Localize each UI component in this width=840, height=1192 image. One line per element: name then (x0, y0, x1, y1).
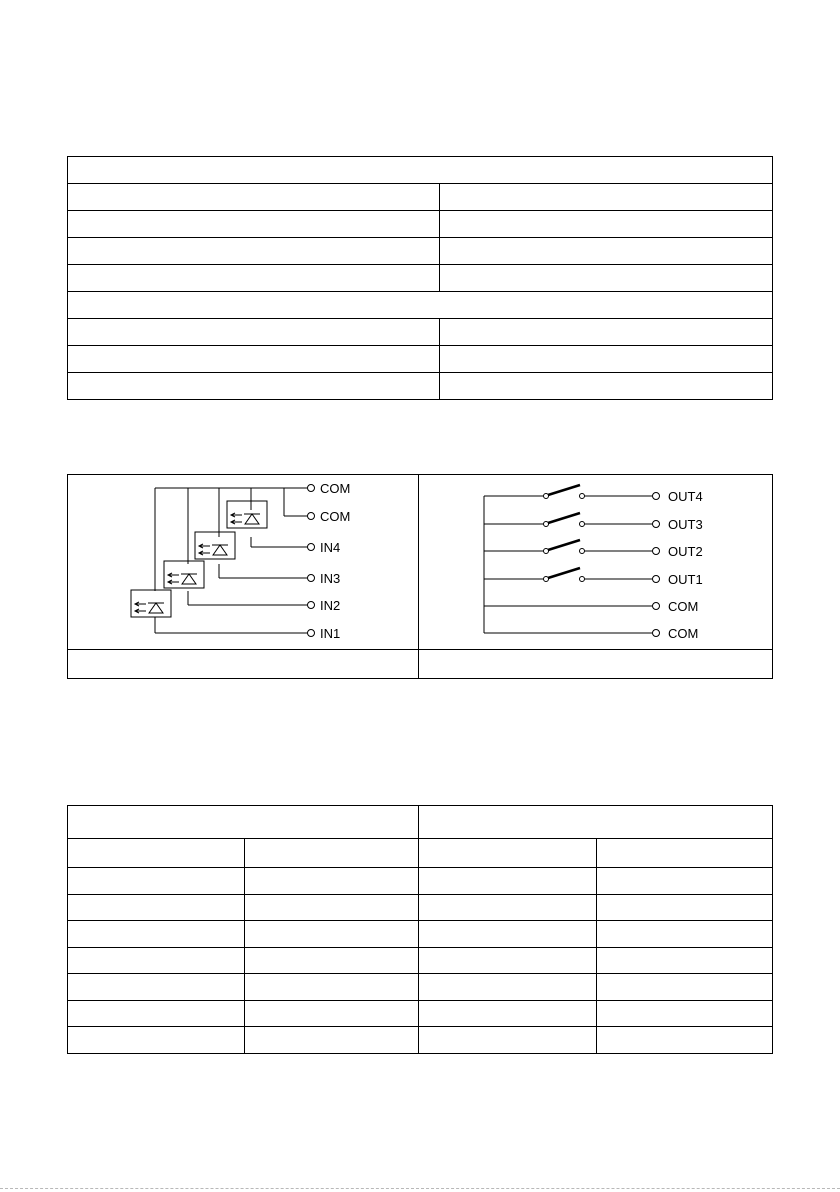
specification-table (67, 156, 773, 400)
terminal-label: IN3 (320, 571, 341, 586)
table-row (68, 346, 773, 373)
section-header-cell (68, 157, 773, 184)
table-row (68, 373, 773, 400)
table-row (68, 974, 773, 1001)
optocoupler-icon (195, 532, 235, 559)
relay-switch-icon (548, 513, 580, 523)
output-caption-cell (419, 650, 773, 679)
table-row (68, 265, 773, 292)
section-header-cell (68, 292, 773, 319)
table-row (68, 157, 773, 184)
table-row (68, 238, 773, 265)
output-circuit-diagram (419, 475, 773, 649)
table-row (68, 184, 773, 211)
table-row (68, 839, 773, 868)
table-row (68, 292, 773, 319)
table-row (68, 921, 773, 948)
table-row (68, 650, 773, 679)
terminal-label: COM (668, 626, 699, 641)
table-row (68, 806, 773, 839)
wiring-diagram-table (67, 474, 773, 679)
optocoupler-icon (131, 590, 171, 617)
relay-switch-icon (548, 540, 580, 550)
output-diagram-cell (419, 475, 773, 650)
input-diagram-cell (68, 475, 419, 650)
relay-switch-icon (548, 568, 580, 578)
table-row (68, 947, 773, 974)
io-mapping-table (67, 805, 773, 1054)
optocoupler-icon (227, 501, 267, 528)
input-caption-cell (68, 650, 419, 679)
terminal-label: IN4 (320, 540, 341, 555)
table-row (68, 319, 773, 346)
terminal-label: COM (668, 599, 699, 614)
table-row (68, 1027, 773, 1054)
relay-switch-icon (548, 485, 580, 495)
table-row (68, 1000, 773, 1027)
optocoupler-icon (164, 561, 204, 588)
table-row (68, 868, 773, 895)
terminal-label: OUT1 (668, 572, 703, 587)
table-row (68, 894, 773, 921)
input-circuit-diagram (68, 475, 419, 649)
footer-divider (0, 1188, 840, 1189)
table-row (68, 211, 773, 238)
terminal-label: OUT2 (668, 544, 703, 559)
terminal-label: COM (320, 509, 351, 524)
terminal-label: COM (320, 481, 351, 496)
terminal-label: IN2 (320, 598, 341, 613)
terminal-label: IN1 (320, 626, 341, 641)
terminal-label: OUT4 (668, 489, 703, 504)
terminal-label: OUT3 (668, 517, 703, 532)
